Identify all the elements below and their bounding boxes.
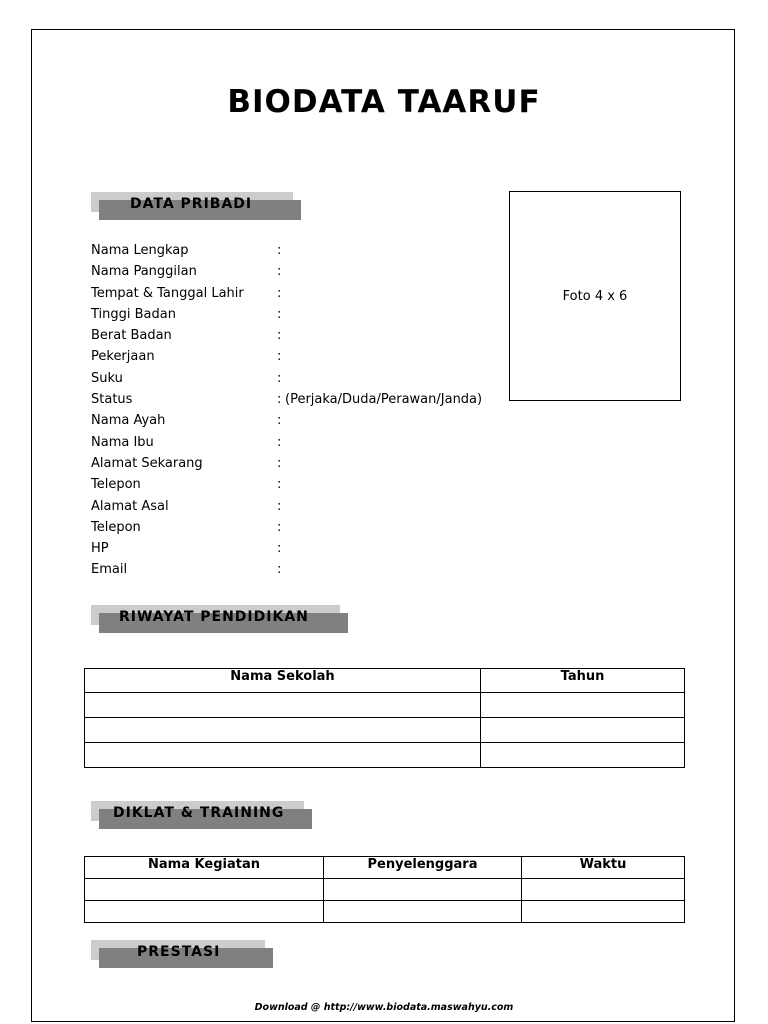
table-row xyxy=(85,718,685,743)
table-header-row xyxy=(85,857,685,879)
field-colon: : xyxy=(277,477,282,493)
field-colon: : xyxy=(277,541,282,557)
field-row-telepon[interactable] xyxy=(91,474,511,495)
field-row-berat-badan[interactable] xyxy=(91,325,511,346)
field-row-status[interactable] xyxy=(91,389,511,410)
field-label: Nama Panggilan xyxy=(91,264,197,280)
field-row-email[interactable] xyxy=(91,559,511,580)
table-cell[interactable] xyxy=(85,718,481,743)
field-row-tinggi-badan[interactable] xyxy=(91,304,511,325)
table-cell[interactable] xyxy=(522,901,685,923)
table-cell[interactable] xyxy=(85,693,481,718)
photo-label: Foto 4 x 6 xyxy=(562,288,628,304)
column-header-nama-sekolah: Nama Sekolah xyxy=(85,669,481,693)
field-label: Status xyxy=(91,392,133,408)
table-cell[interactable] xyxy=(481,718,685,743)
section-header-label: RIWAYAT PENDIDIKAN xyxy=(119,609,309,622)
field-label: Berat Badan xyxy=(91,328,172,344)
field-colon: : xyxy=(277,413,282,429)
field-row-alamat-asal[interactable] xyxy=(91,496,511,517)
table-cell[interactable] xyxy=(85,879,324,901)
table-cell[interactable] xyxy=(85,743,481,768)
field-label: Email xyxy=(91,562,128,578)
field-colon: : xyxy=(277,349,282,365)
field-colon: : xyxy=(277,370,282,386)
table-header-row xyxy=(85,669,685,693)
section-header-label: DIKLAT & TRAINING xyxy=(113,805,285,818)
field-label: Alamat Asal xyxy=(91,498,169,514)
field-colon: : xyxy=(277,562,282,578)
field-colon: : xyxy=(277,392,282,408)
education-table xyxy=(84,668,685,768)
field-label: Telepon xyxy=(91,519,141,535)
section-header-label: PRESTASI xyxy=(137,944,221,957)
training-table xyxy=(84,856,685,923)
field-row-nama-lengkap[interactable] xyxy=(91,240,511,261)
field-label: Pekerjaan xyxy=(91,349,155,365)
table-cell[interactable] xyxy=(481,693,685,718)
section-header-data-pribadi xyxy=(91,192,301,220)
field-colon: : xyxy=(277,285,282,301)
table-cell[interactable] xyxy=(481,743,685,768)
field-colon: : xyxy=(277,243,282,258)
column-header-penyelenggara: Penyelenggara xyxy=(324,857,522,879)
table-row xyxy=(85,743,685,768)
personal-fields xyxy=(91,240,511,581)
field-row-nama-ayah[interactable] xyxy=(91,410,511,431)
section-header-riwayat-pendidikan xyxy=(91,605,348,633)
field-label: HP xyxy=(91,541,109,557)
footer-download-link[interactable]: Download @ http://www.biodata.maswahyu.com xyxy=(254,1002,514,1013)
table-cell[interactable] xyxy=(85,901,324,923)
table-cell[interactable] xyxy=(522,879,685,901)
field-colon: : xyxy=(277,306,282,322)
table-cell[interactable] xyxy=(324,901,522,923)
field-label: Nama Ayah xyxy=(91,413,166,429)
table-row xyxy=(85,693,685,718)
page-title: BIODATA TAARUF xyxy=(227,84,541,120)
photo-placeholder[interactable] xyxy=(509,191,681,401)
field-row-nama-ibu[interactable] xyxy=(91,432,511,453)
field-row-hp[interactable] xyxy=(91,538,511,559)
field-label: Nama Lengkap xyxy=(91,243,189,258)
field-colon: : xyxy=(277,455,282,471)
table-row xyxy=(85,901,685,923)
field-row-nama-panggilan[interactable] xyxy=(91,261,511,282)
section-header-prestasi xyxy=(91,940,273,968)
table-row xyxy=(85,879,685,901)
field-row-pekerjaan[interactable] xyxy=(91,346,511,367)
field-row-telepon-asal[interactable] xyxy=(91,517,511,538)
column-header-nama-kegiatan: Nama Kegiatan xyxy=(85,857,324,879)
field-colon: : xyxy=(277,519,282,535)
section-header-diklat-training xyxy=(91,801,312,829)
field-row-tempat-tanggal-lahir[interactable] xyxy=(91,283,511,304)
field-value: (Perjaka/Duda/Perawan/Janda) xyxy=(285,392,483,408)
field-label: Alamat Sekarang xyxy=(91,455,203,471)
field-label: Nama Ibu xyxy=(91,434,154,450)
field-label: Tinggi Badan xyxy=(91,306,176,322)
field-row-suku[interactable] xyxy=(91,368,511,389)
field-colon: : xyxy=(277,328,282,344)
field-label: Tempat & Tanggal Lahir xyxy=(91,285,244,301)
column-header-waktu: Waktu xyxy=(522,857,685,879)
field-label: Suku xyxy=(91,370,123,386)
field-colon: : xyxy=(277,264,282,280)
table-cell[interactable] xyxy=(324,879,522,901)
field-colon: : xyxy=(277,434,282,450)
field-row-alamat-sekarang[interactable] xyxy=(91,453,511,474)
field-label: Telepon xyxy=(91,477,141,493)
column-header-tahun: Tahun xyxy=(481,669,685,693)
field-colon: : xyxy=(277,498,282,514)
section-header-label: DATA PRIBADI xyxy=(130,196,253,209)
